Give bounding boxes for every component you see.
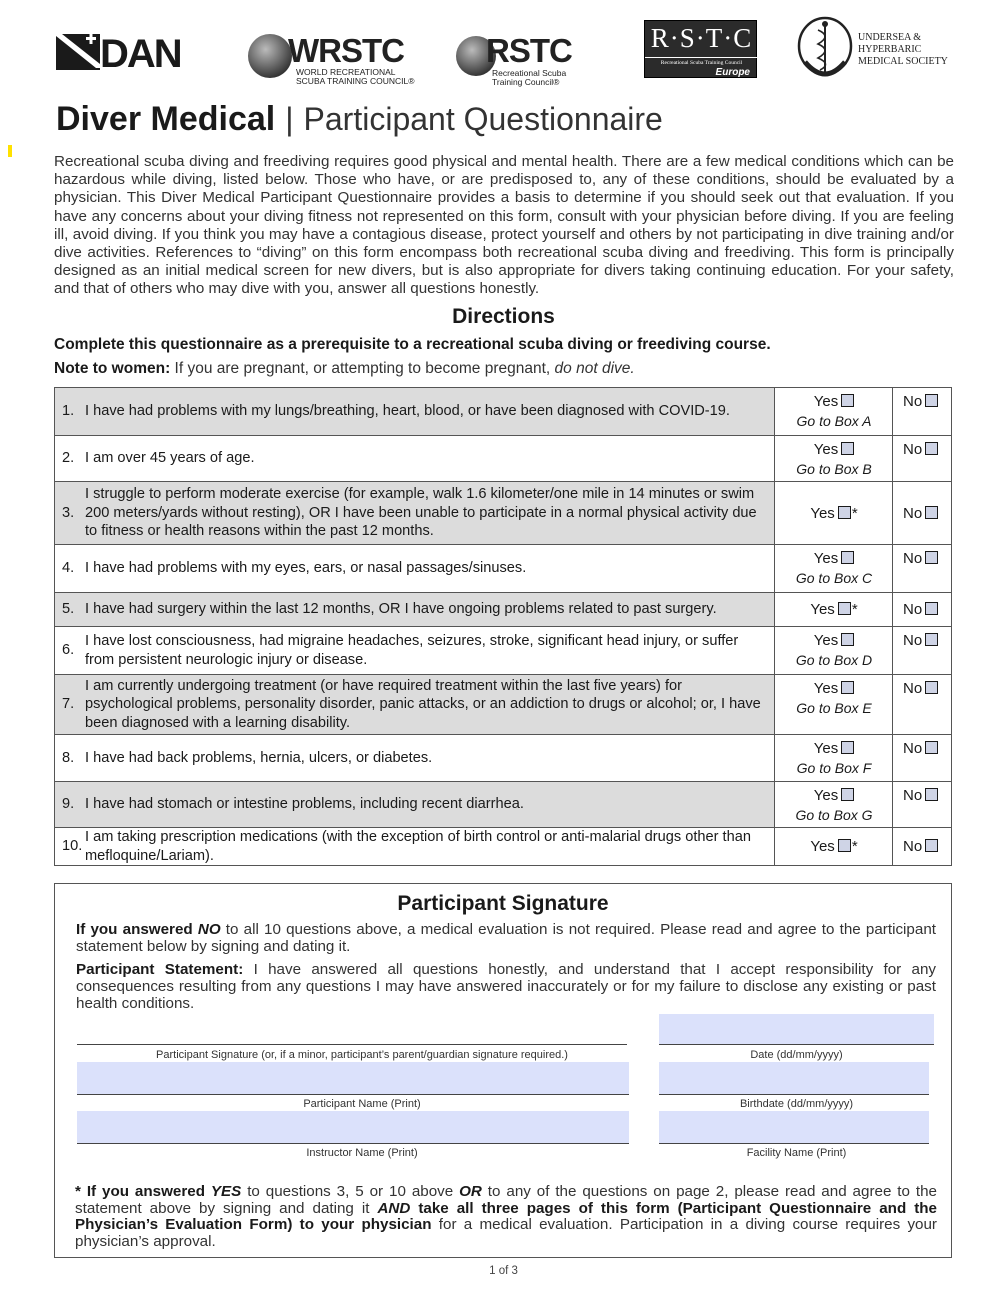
- date-field[interactable]: [659, 1014, 934, 1044]
- question-text: I am over 45 years of age.: [85, 450, 255, 467]
- no-cell: [893, 627, 951, 674]
- go-to-box-label: Go to Box G: [795, 807, 873, 823]
- no-cell: [893, 545, 951, 592]
- no-cell: [893, 388, 951, 435]
- yes-cell: [775, 782, 893, 827]
- participant-name-line: [77, 1094, 629, 1095]
- yes-option[interactable]: [775, 680, 893, 697]
- yes-option[interactable]: [775, 740, 893, 757]
- go-to-box-label: Go to Box E: [796, 700, 872, 716]
- question-text-cell: [55, 593, 775, 626]
- go-to-box-label: Go to Box D: [795, 652, 873, 668]
- page-number: 1 of 3: [489, 1265, 518, 1277]
- yes-cell: [775, 482, 893, 544]
- question-text-cell: [55, 388, 775, 435]
- uhms-line: UNDERSEA &: [858, 32, 922, 43]
- question-text: I have had back problems, hernia, ulcers, or diabetes.: [85, 749, 433, 766]
- yes-checkbox[interactable]: [841, 741, 854, 754]
- signature-heading: Participant Signature: [397, 892, 609, 915]
- title-bold: Diver Medical: [56, 100, 276, 138]
- signature-section: [54, 883, 952, 1258]
- yes-label: Yes: [813, 550, 839, 567]
- rstc-europe-subtext: Recreational Scuba Training Council: [645, 57, 758, 66]
- note-label: Note to women:: [54, 360, 171, 377]
- yes-cell: [775, 388, 893, 435]
- yes-label: Yes: [810, 838, 835, 855]
- yes-checkbox[interactable]: [841, 551, 854, 564]
- no-option[interactable]: [903, 838, 938, 855]
- no-checkbox[interactable]: [925, 394, 938, 407]
- yes-checkbox[interactable]: [841, 681, 854, 694]
- page-title: [56, 100, 663, 139]
- rstc-subtext: Recreational Scuba Training Council®: [492, 68, 567, 87]
- yes-cell: [775, 593, 893, 626]
- yes-c: to any of the questions on page 2, please read and agree to the statement above by signing and dating it: [75, 1183, 937, 1217]
- question-text: I have had problems with my eyes, ears, or nasal passages/sinuses.: [85, 560, 527, 577]
- no-label: No: [903, 838, 923, 855]
- yes-option[interactable]: [775, 787, 893, 804]
- title-light: Participant Questionnaire: [303, 101, 663, 137]
- rstc-europe-region: Europe: [715, 67, 750, 78]
- question-text: I have had surgery within the last 12 months, OR I have ongoing problems related to past surgery.: [85, 601, 717, 618]
- no-label: No: [903, 504, 923, 522]
- question-text-cell: [55, 627, 775, 674]
- question-number: 8.: [62, 749, 75, 766]
- yes-label: Yes: [813, 393, 839, 410]
- question-text-cell: [55, 545, 775, 592]
- asterisk-mark: *: [851, 504, 858, 522]
- uhms-text: [858, 32, 948, 68]
- yes-cell: [775, 828, 893, 865]
- no-checkbox[interactable]: [925, 839, 938, 852]
- no-prefix: If you answered: [76, 921, 198, 938]
- no-checkbox[interactable]: [925, 788, 938, 801]
- wrstc-logo: [248, 32, 418, 84]
- question-row: [54, 436, 952, 482]
- question-row: [54, 388, 952, 436]
- question-row: [54, 675, 952, 735]
- uhms-line: HYPERBARIC: [858, 44, 922, 55]
- wrstc-subtext: WORLD RECREATIONAL SCUBA TRAINING COUNCIL®: [296, 67, 415, 86]
- no-checkbox[interactable]: [925, 633, 938, 646]
- statement-text: I have answered all questions honestly, and understand that I accept responsibility for any consequences resulting from any questions I may have answered inaccurately or for my failure to disclose any existing or past health conditions.: [76, 961, 936, 1012]
- note-emphasis: do not dive.: [554, 360, 635, 377]
- question-row: [54, 828, 952, 866]
- yes-word: YES: [210, 1183, 242, 1200]
- uhms-logo: [796, 16, 961, 86]
- question-number: 1.: [62, 403, 75, 420]
- no-option[interactable]: [903, 680, 938, 697]
- question-text: I have lost consciousness, had migraine headaches, seizures, stroke, significant head injury, or suffer from persistent neurologic injury or disease.: [85, 633, 739, 668]
- yes-label: Yes: [813, 680, 839, 697]
- uhms-line: MEDICAL SOCIETY: [858, 56, 948, 67]
- intro-paragraph: Recreational scuba diving and freediving requires good physical and mental health. There are a few medical conditions which can be hazardous while diving, listed below. Those who have, or are predisposed to, any of these conditions, should be evaluated by a physician. This Diver Medical Participant Questionnaire provides a basis to determine if you should seek out that evaluation. If you have any concerns about your diving fitness not represented on this form, consult with your physician before diving. If you are feeling ill, avoid diving. If you think you may have a contagious disease, protect yourself and others by not participating in dive training and/or dive activities. References to “diving” on this form encompass both recreational scuba diving and freediving. This form is principally designed as an initial medical screen for new divers, but is also appropriate for divers taking continuing education. For your safety, and that of others who may dive with you, answer all questions honestly.: [54, 153, 954, 298]
- yes-d: take all three pages of this form (Participant Questionnaire and the Physician’s Evaluation Form) to your physician: [75, 1199, 937, 1233]
- globe-icon: [248, 34, 292, 78]
- statement-label: Participant Statement:: [76, 961, 244, 978]
- yes-checkbox[interactable]: [838, 506, 851, 519]
- question-number: 6.: [62, 642, 75, 659]
- question-text-cell: [55, 675, 775, 734]
- yes-label: Yes: [813, 740, 839, 757]
- yes-checkbox[interactable]: [841, 394, 854, 407]
- yes-label: Yes: [810, 601, 835, 618]
- facility-name-label: Facility Name (Print): [746, 1147, 847, 1159]
- question-row: [54, 593, 952, 627]
- yes-option[interactable]: [775, 550, 893, 567]
- yes-b: to questions 3, 5 or 10 above: [241, 1183, 460, 1200]
- no-cell: [893, 782, 951, 827]
- no-cell: [893, 436, 951, 481]
- yes-cell: [775, 545, 893, 592]
- no-cell: [893, 593, 951, 626]
- logo-bar: [56, 16, 956, 96]
- signature-label: Participant Signature (or, if a minor, participant’s parent/guardian signature required.): [156, 1049, 568, 1061]
- question-row: [54, 782, 952, 828]
- rstc-europe-text: R·S·T·C: [650, 23, 753, 53]
- no-rest: to all 10 questions above, a medical evaluation is not required. Please read and agree to the participant statement below by signing and dating it.: [76, 921, 936, 955]
- yes-checkbox[interactable]: [841, 788, 854, 801]
- participant-name-label: Participant Name (Print): [303, 1098, 421, 1110]
- instructor-name-label: Instructor Name (Print): [306, 1147, 418, 1159]
- participant-name-field[interactable]: [77, 1062, 629, 1094]
- signature-line: [77, 1044, 627, 1045]
- yes-or: OR: [459, 1183, 482, 1200]
- no-label: No: [903, 632, 923, 649]
- yes-star: *: [75, 1183, 87, 1200]
- question-row: [54, 545, 952, 593]
- yes-cell: [775, 675, 893, 734]
- no-label: No: [903, 601, 923, 618]
- birthdate-field[interactable]: [659, 1062, 929, 1094]
- no-label: No: [903, 393, 923, 410]
- birthdate-label: Birthdate (dd/mm/yyyy): [739, 1098, 854, 1110]
- yes-cell: [775, 735, 893, 781]
- rstc-europe-logo: [644, 20, 757, 78]
- svg-text:DAN: DAN: [100, 34, 181, 70]
- yes-checkbox[interactable]: [841, 442, 854, 455]
- no-checkbox[interactable]: [925, 506, 938, 519]
- no-word: NO: [197, 921, 221, 938]
- yes-a: If you answered: [86, 1183, 211, 1200]
- yes-checkbox[interactable]: [838, 602, 851, 615]
- yes-option[interactable]: [775, 505, 893, 522]
- highlight-mark: [8, 145, 12, 157]
- no-cell: [893, 675, 951, 734]
- asterisk-mark: *: [851, 838, 858, 855]
- yes-option[interactable]: [775, 601, 893, 618]
- yes-label: Yes: [813, 632, 839, 649]
- no-label: No: [903, 680, 923, 697]
- yes-option[interactable]: [775, 393, 893, 410]
- no-option[interactable]: [903, 632, 938, 649]
- birthdate-line: [659, 1094, 929, 1095]
- question-text: I have had stomach or intestine problems, including recent diarrhea.: [85, 796, 524, 813]
- go-to-box-label: Go to Box F: [796, 760, 872, 776]
- no-label: No: [903, 441, 923, 458]
- no-cell: [893, 735, 951, 781]
- date-line: [659, 1044, 934, 1045]
- no-answers-note: [76, 921, 936, 955]
- no-option[interactable]: [903, 441, 938, 458]
- instructor-name-line: [77, 1143, 629, 1144]
- go-to-box-label: Go to Box B: [796, 461, 872, 477]
- question-text: I am taking prescription medications (with the exception of birth control or anti-malarial drugs other than mefloquine/Lariam).: [85, 829, 751, 864]
- question-number: 5.: [62, 601, 75, 618]
- instructor-name-field[interactable]: [77, 1111, 629, 1143]
- question-row: [54, 735, 952, 782]
- question-text-cell: [55, 782, 775, 827]
- question-text-cell: [55, 828, 775, 865]
- no-cell: [893, 482, 951, 544]
- yes-label: Yes: [813, 787, 839, 804]
- question-text: I am currently undergoing treatment (or have required treatment within the last five years) for psychological problems, personality disorder, panic attacks, or an addiction to drugs or alcohol; or, I have been diagnosed with a learning disability.: [85, 677, 761, 731]
- question-number: 2.: [62, 450, 75, 467]
- no-option[interactable]: [903, 740, 938, 757]
- no-checkbox[interactable]: [925, 602, 938, 615]
- caduceus-emblem-icon: [796, 16, 854, 88]
- yes-cell: [775, 436, 893, 481]
- dan-logo: [56, 34, 202, 70]
- no-option[interactable]: [903, 787, 938, 804]
- question-text-cell: [55, 436, 775, 481]
- directions-instruction: Complete this questionnaire as a prerequisite to a recreational scuba diving or freediving course.: [54, 336, 771, 353]
- yes-label: Yes: [813, 441, 839, 458]
- date-label: Date (dd/mm/yyyy): [750, 1049, 843, 1061]
- go-to-box-label: Go to Box C: [795, 570, 873, 586]
- rstc-text: RSTC: [486, 32, 572, 69]
- question-number: 9.: [62, 796, 75, 813]
- dan-flag-icon: [56, 34, 202, 70]
- question-number: 3.: [62, 504, 75, 521]
- question-text: I have had problems with my lungs/breathing, heart, blood, or have been diagnosed with COVID-19.: [85, 403, 730, 420]
- yes-label: Yes: [810, 504, 835, 522]
- no-option[interactable]: [903, 393, 938, 410]
- go-to-box-label: Go to Box A: [796, 413, 872, 429]
- question-number: 10.: [62, 838, 83, 855]
- yes-answers-note: [75, 1184, 937, 1250]
- no-label: No: [903, 740, 923, 757]
- question-text: I struggle to perform moderate exercise (for example, walk 1.6 kilometer/one mile in 14 minutes or swim 200 meters/yards without resting), OR I have been unable to participate in a normal physical activity due to fitness or health reasons within the past 12 months.: [85, 486, 757, 540]
- yes-and: AND: [377, 1199, 411, 1217]
- yes-cell: [775, 627, 893, 674]
- wrstc-text: WRSTC: [288, 32, 404, 69]
- no-checkbox[interactable]: [925, 741, 938, 754]
- question-number: 7.: [62, 696, 75, 713]
- question-number: 4.: [62, 560, 75, 577]
- yes-checkbox[interactable]: [838, 839, 851, 852]
- yes-e: for a medical evaluation. Participation in a diving course requires your physician’s approval.: [75, 1216, 937, 1250]
- yes-checkbox[interactable]: [841, 633, 854, 646]
- no-label: No: [903, 550, 923, 567]
- participant-statement: [76, 961, 936, 1012]
- facility-name-field[interactable]: [659, 1111, 929, 1143]
- question-row: [54, 482, 952, 545]
- no-checkbox[interactable]: [925, 681, 938, 694]
- question-text-cell: [55, 735, 775, 781]
- no-label: No: [903, 787, 923, 804]
- no-checkbox[interactable]: [925, 442, 938, 455]
- yes-option[interactable]: [775, 838, 893, 855]
- directions-heading: Directions: [452, 305, 555, 328]
- asterisk-mark: *: [851, 601, 858, 618]
- rstc-logo: [456, 32, 591, 87]
- question-text-cell: [55, 482, 775, 544]
- yes-option[interactable]: [775, 632, 893, 649]
- title-separator: |: [285, 101, 294, 137]
- no-checkbox[interactable]: [925, 551, 938, 564]
- no-option[interactable]: [903, 505, 938, 522]
- facility-name-line: [659, 1143, 929, 1144]
- question-row: [54, 627, 952, 675]
- no-option[interactable]: [903, 601, 938, 618]
- note-to-women: [54, 360, 635, 378]
- note-text: If you are pregnant, or attempting to become pregnant,: [170, 360, 555, 377]
- no-cell: [893, 828, 951, 865]
- yes-option[interactable]: [775, 441, 893, 458]
- no-option[interactable]: [903, 550, 938, 567]
- question-table: [54, 387, 952, 866]
